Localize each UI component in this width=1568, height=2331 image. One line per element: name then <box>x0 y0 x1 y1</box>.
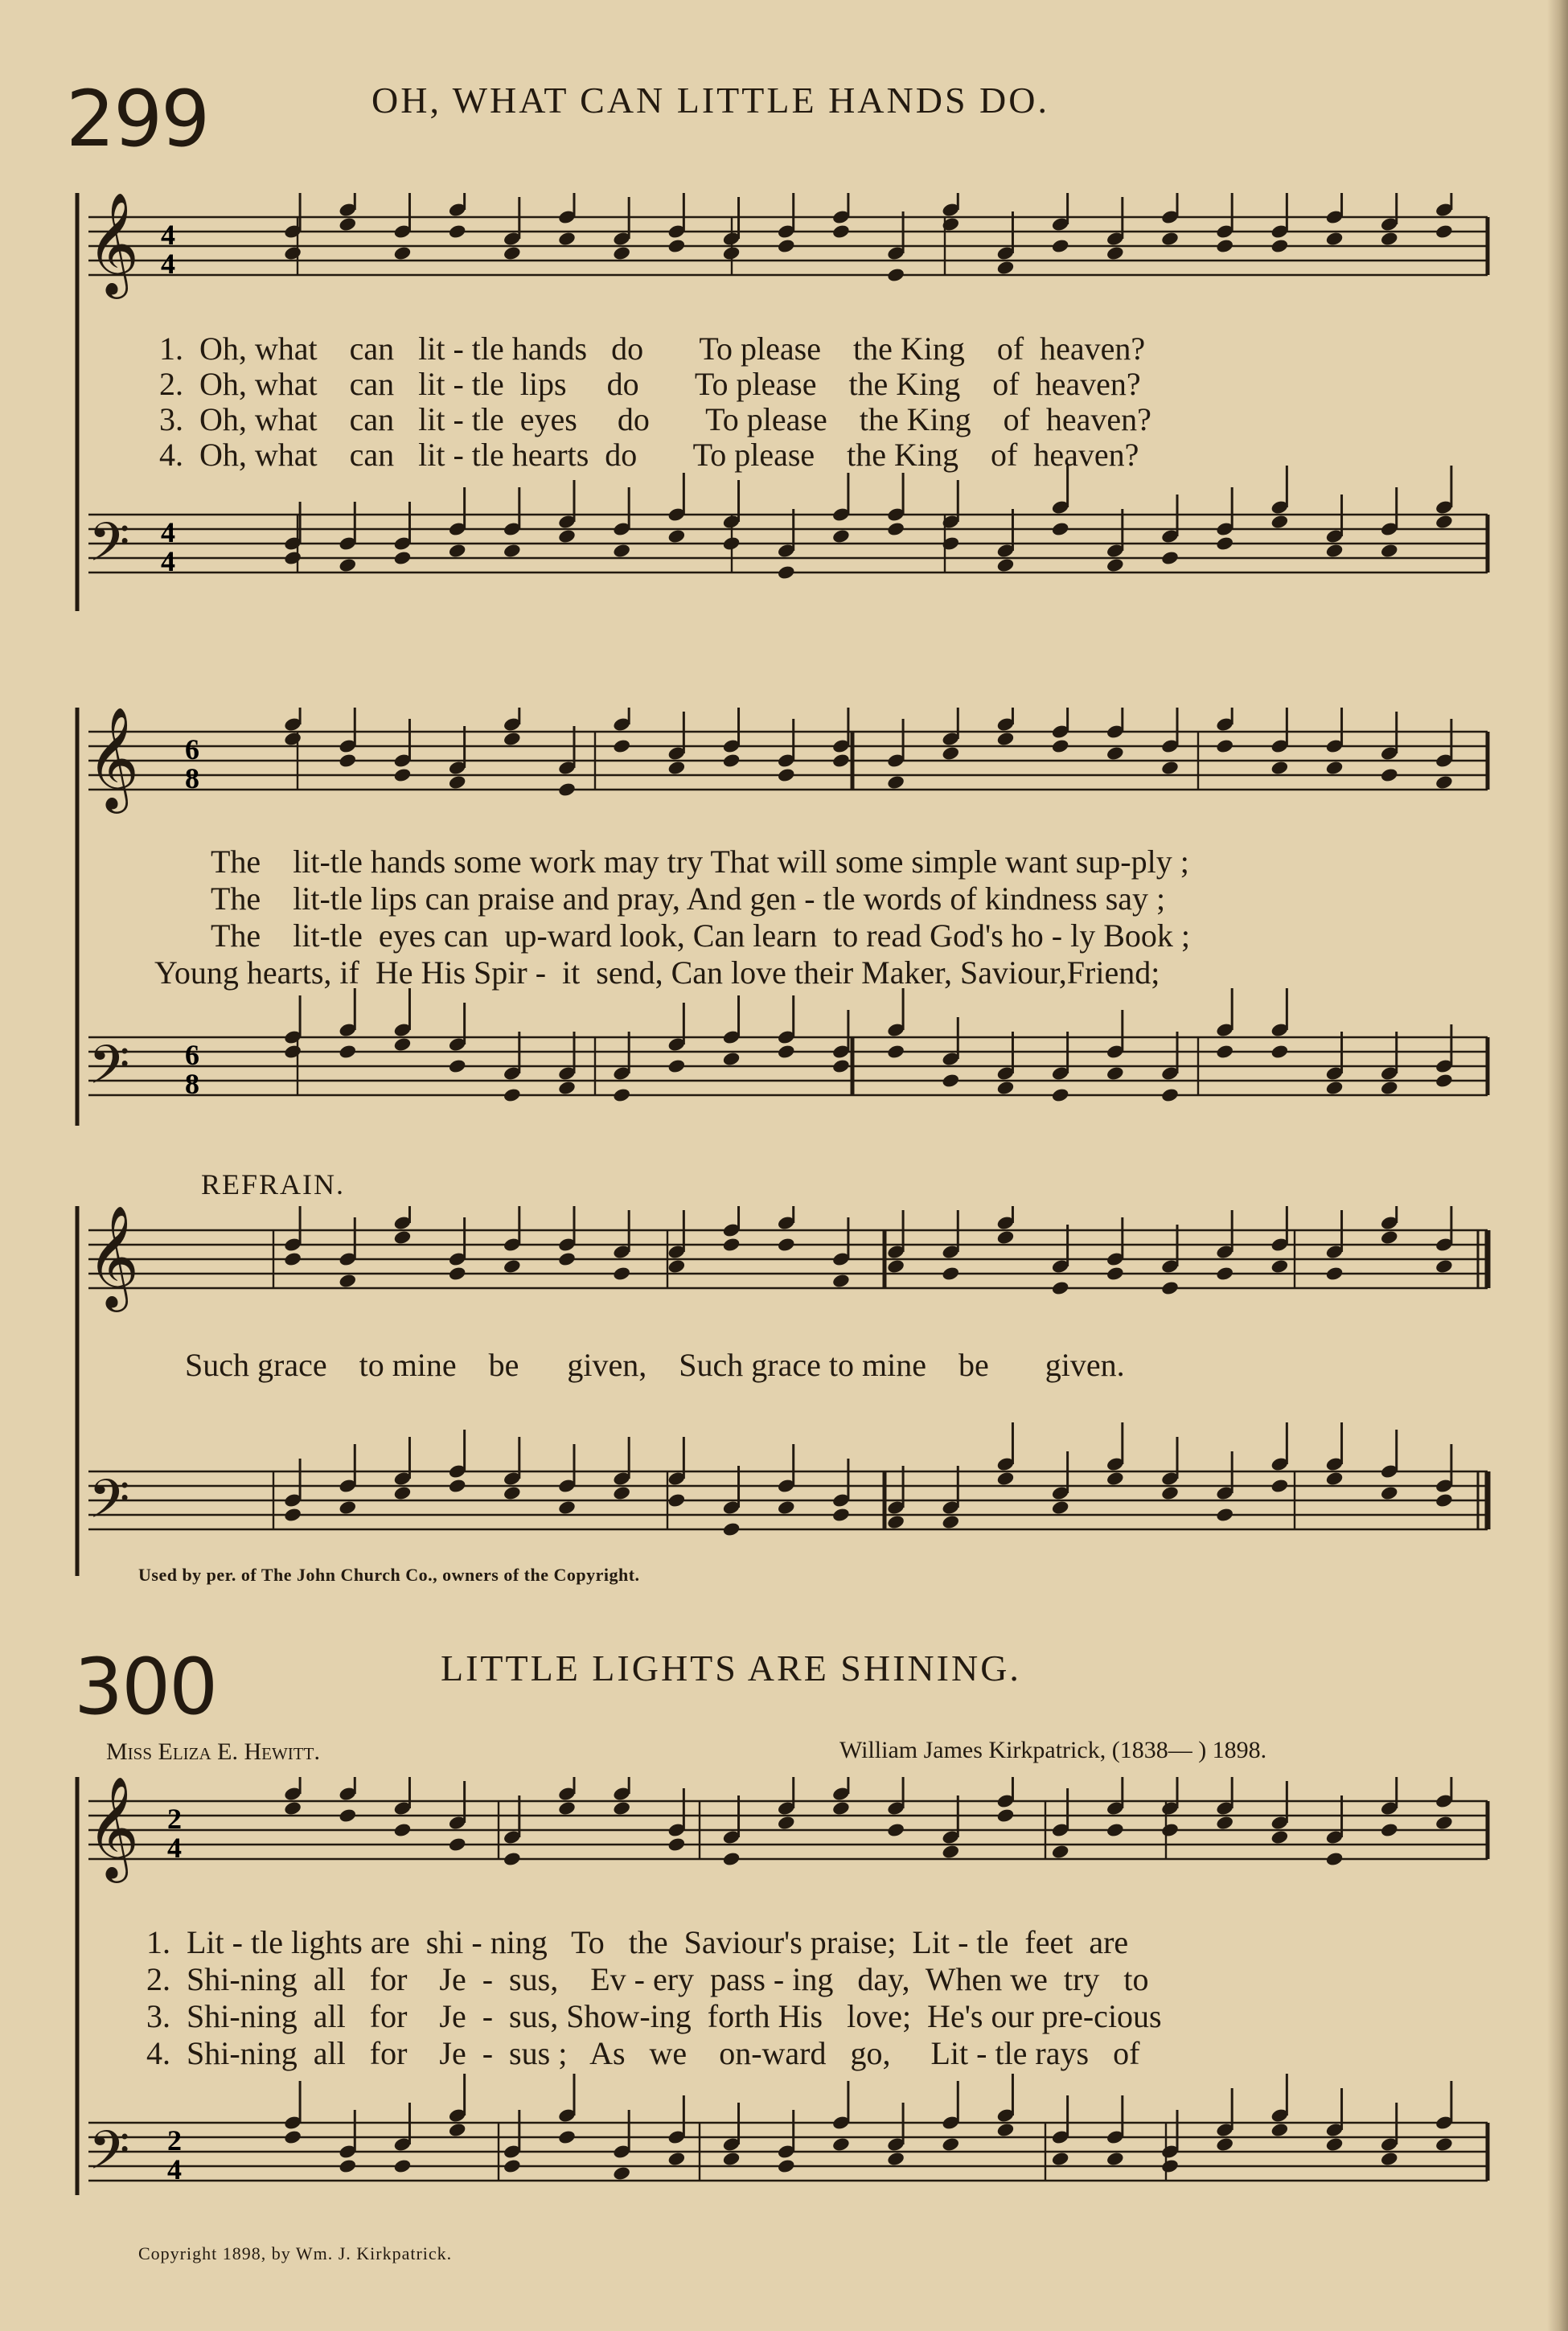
note-head <box>612 738 631 754</box>
bass-notes <box>283 466 1453 581</box>
note-head <box>667 1058 687 1074</box>
verse2-line-2: The lit-tle lips can praise and pray, And gen - tle words of kindness say ; <box>211 880 1166 917</box>
note-head <box>941 1844 960 1860</box>
note-head <box>1380 1080 1399 1096</box>
note-head <box>1270 1478 1290 1494</box>
note-head <box>667 760 687 776</box>
hymn300-verse-3: 3. Shi-ning all for Je - sus, Show-ing forth His love; He's our pre-cious <box>146 1998 1162 2034</box>
treble-clef-icon: 𝄞 <box>87 1206 140 1307</box>
note-head <box>1215 738 1234 754</box>
page-edge-shadow <box>1547 0 1568 2331</box>
note-head <box>941 1514 960 1530</box>
note-head <box>338 216 357 232</box>
note-head <box>1270 760 1290 776</box>
note-head <box>1051 521 1070 537</box>
note-head <box>1435 1258 1454 1274</box>
note-head <box>503 1485 522 1501</box>
note-head <box>1380 1229 1399 1246</box>
note-head <box>996 260 1016 276</box>
note-head <box>1160 2158 1180 2174</box>
note-head <box>338 1808 357 1824</box>
note-head <box>393 1822 413 1838</box>
note-head <box>777 767 796 783</box>
note-head <box>831 224 851 240</box>
note-head <box>503 2158 522 2174</box>
note-head <box>1325 1266 1344 1282</box>
note-head <box>886 1822 905 1838</box>
note-head <box>831 1273 851 1289</box>
note-head <box>1215 1044 1234 1060</box>
note-head <box>612 1087 631 1103</box>
note-head <box>1160 760 1180 776</box>
note-head <box>1435 1492 1454 1508</box>
note-head <box>557 1500 577 1516</box>
time-signature-bass-top: 4 <box>161 516 175 548</box>
note-head <box>941 1266 960 1282</box>
note-head <box>722 536 741 552</box>
note-head <box>1435 2136 1454 2152</box>
note-head <box>1160 1822 1180 1838</box>
author-credit: Miss Eliza E. Hewitt. <box>106 1738 320 1765</box>
verse-line-4: 4. Oh, what can lit - tle hearts do To please the King of heaven? <box>159 437 1139 473</box>
bass-clef-icon: 𝄢 <box>88 1468 130 1543</box>
note-head <box>996 2122 1016 2138</box>
time-signature-bass-bottom: 8 <box>185 1068 199 1100</box>
note-head <box>283 1507 302 1523</box>
note-head <box>886 774 905 790</box>
note-head <box>722 2151 741 2167</box>
time-signature-bottom: 4 <box>161 248 175 280</box>
note-head <box>667 2151 687 2167</box>
note-head <box>1380 2151 1399 2167</box>
note-head <box>996 557 1016 573</box>
note-head <box>722 1051 741 1067</box>
bass-clef-icon: 𝄢 <box>88 1034 130 1109</box>
note-head <box>1215 1266 1234 1282</box>
note-head <box>557 2129 577 2145</box>
hymn300-verse-4: 4. Shi-ning all for Je - sus ; As we on-ward go, Lit - tle rays of <box>146 2035 1140 2071</box>
verse-line-3: 3. Oh, what can lit - tle eyes do To please the King of heaven? <box>159 401 1151 437</box>
note-head <box>503 1851 522 1867</box>
note-head <box>1325 1471 1344 1487</box>
note-head <box>448 1058 467 1074</box>
note-head <box>1106 1065 1125 1081</box>
note-head <box>1051 2151 1070 2167</box>
note-head <box>777 1815 796 1831</box>
note-head <box>283 1251 302 1267</box>
note-head <box>1215 2136 1234 2152</box>
note-head <box>283 245 302 261</box>
note-head <box>1270 1829 1290 1845</box>
treble-clef-icon: 𝄞 <box>87 708 140 809</box>
note-head <box>448 543 467 559</box>
time-signature-top: 2 <box>167 1803 182 1835</box>
note-head <box>1051 738 1070 754</box>
note-head <box>1270 238 1290 254</box>
note-head <box>448 1836 467 1853</box>
note-head <box>448 1478 467 1494</box>
note-head <box>612 245 631 261</box>
verse2-line-1: The lit-tle hands some work may try That will some simple want sup-ply ; <box>211 843 1189 880</box>
note-head <box>1325 1080 1344 1096</box>
note-head <box>777 1237 796 1253</box>
hymn300-verse-2: 2. Shi-ning all for Je - sus, Ev - ery pass - ing day, When we try to <box>146 1961 1149 1997</box>
note-head <box>1215 536 1234 552</box>
note-head <box>1051 1844 1070 1860</box>
note-head <box>831 753 851 769</box>
note-head <box>393 767 413 783</box>
note-head <box>667 1492 687 1508</box>
note-head <box>1325 2136 1344 2152</box>
composer-credit: William James Kirkpatrick, (1838— ) 1898. <box>839 1737 1267 1763</box>
note-head <box>393 1036 413 1053</box>
hymn-title-299: OH, WHAT CAN LITTLE HANDS DO. <box>371 80 1049 121</box>
note-head <box>283 731 302 747</box>
note-head <box>777 2158 796 2174</box>
note-head <box>777 238 796 254</box>
note-head <box>831 1058 851 1074</box>
note-head <box>722 1851 741 1867</box>
note-head <box>338 557 357 573</box>
note-head <box>996 1808 1016 1824</box>
note-head <box>831 1800 851 1816</box>
note-head <box>722 753 741 769</box>
verse2-line-3: The lit-tle eyes can up-ward look, Can learn to read God's ho - ly Book ; <box>211 917 1191 954</box>
hymn-title-300: LITTLE LIGHTS ARE SHINING. <box>441 1648 1021 1689</box>
note-head <box>1435 1073 1454 1089</box>
note-head <box>503 731 522 747</box>
note-head <box>393 1485 413 1501</box>
time-signature-top: 6 <box>185 733 199 765</box>
refrain-lyric: Such grace to mine be given, Such grace to mine be given. <box>185 1347 1125 1383</box>
note-head <box>1051 1087 1070 1103</box>
note-head <box>667 1258 687 1274</box>
note-head <box>1325 543 1344 559</box>
note-head <box>1380 1485 1399 1501</box>
verse2-line-4: Young hearts, if He His Spir - it send, Can love their Maker, Saviour,Friend; <box>154 954 1160 991</box>
treble-notes <box>283 193 1453 283</box>
treble-clef-icon: 𝄞 <box>87 193 140 294</box>
time-signature-bass-bottom: 4 <box>167 2153 182 2185</box>
note-head <box>996 1471 1016 1487</box>
note-head <box>393 2158 413 2174</box>
note-head <box>996 731 1016 747</box>
note-head <box>1051 238 1070 254</box>
hymn-number-299: 299 <box>66 74 209 164</box>
note-head <box>338 1273 357 1289</box>
hymn-number-300: 300 <box>74 1642 217 1732</box>
note-head <box>886 267 905 283</box>
time-signature-bottom: 4 <box>167 1832 182 1864</box>
note-head <box>612 1485 631 1501</box>
note-head <box>1325 231 1344 247</box>
note-head <box>1106 1266 1125 1282</box>
note-head <box>1325 1851 1344 1867</box>
note-head <box>722 1237 741 1253</box>
time-signature-bottom: 8 <box>185 762 199 794</box>
note-head <box>1106 1471 1125 1487</box>
note-head <box>1106 1822 1125 1838</box>
note-head <box>448 2122 467 2138</box>
note-head <box>557 1800 577 1816</box>
time-signature-top: 4 <box>161 219 175 251</box>
note-head <box>996 1229 1016 1246</box>
note-head <box>886 2151 905 2167</box>
note-head <box>393 245 413 261</box>
bass-clef-icon: 𝄢 <box>88 2120 130 2194</box>
note-head <box>1106 245 1125 261</box>
note-head <box>1160 231 1180 247</box>
bass-clef-icon: 𝄢 <box>88 511 130 586</box>
note-head <box>667 238 687 254</box>
note-head <box>283 550 302 566</box>
note-head <box>557 1080 577 1096</box>
note-head <box>1051 1500 1070 1516</box>
verse-line-2: 2. Oh, what can lit - tle lips do To please the King of heaven? <box>159 366 1141 402</box>
note-head <box>1215 1507 1234 1523</box>
note-head <box>448 1266 467 1282</box>
note-head <box>886 1258 905 1274</box>
note-head <box>886 1044 905 1060</box>
note-head <box>1160 1280 1180 1296</box>
note-head <box>1215 1815 1234 1831</box>
note-head <box>1380 231 1399 247</box>
note-head <box>612 543 631 559</box>
hymn300-verse-1: 1. Lit - tle lights are shi - ning To the Saviour's praise; Lit - tle feet are <box>146 1924 1129 1960</box>
note-head <box>503 543 522 559</box>
note-head <box>557 1251 577 1267</box>
note-head <box>777 1500 796 1516</box>
note-head <box>831 1507 851 1523</box>
note-head <box>1380 767 1399 783</box>
note-head <box>1270 1258 1290 1274</box>
note-head <box>503 245 522 261</box>
note-head <box>1106 557 1125 573</box>
note-head <box>1435 224 1454 240</box>
time-signature-bass-top: 2 <box>167 2124 182 2157</box>
note-head <box>722 245 741 261</box>
note-head <box>338 753 357 769</box>
note-head <box>557 782 577 798</box>
note-head <box>503 1258 522 1274</box>
note-head <box>1270 2122 1290 2138</box>
note-head <box>1160 550 1180 566</box>
note-head <box>393 1229 413 1246</box>
note-head <box>1435 1815 1454 1831</box>
note-head <box>777 564 796 581</box>
note-head <box>338 1044 357 1060</box>
note-head <box>667 528 687 544</box>
note-head <box>338 2158 357 2174</box>
time-signature-bass-top: 6 <box>185 1039 199 1071</box>
music-staff-system-3 <box>72 1206 1504 1576</box>
refrain-label: REFRAIN. <box>201 1168 346 1200</box>
note-head <box>1270 1044 1290 1060</box>
time-signature-bass-bottom: 4 <box>161 545 175 577</box>
note-head <box>1106 2151 1125 2167</box>
note-head <box>941 1073 960 1089</box>
note-head <box>831 528 851 544</box>
note-head <box>722 1521 741 1537</box>
copyright-299: Used by per. of The John Church Co., owners of the Copyright. <box>138 1565 640 1585</box>
note-head <box>996 1080 1016 1096</box>
note-head <box>1380 1822 1399 1838</box>
copyright-300: Copyright 1898, by Wm. J. Kirkpatrick. <box>138 2243 453 2263</box>
note-head <box>612 1800 631 1816</box>
note-head <box>1435 774 1454 790</box>
note-head <box>612 1266 631 1282</box>
note-head <box>283 2129 302 2145</box>
note-head <box>1325 760 1344 776</box>
note-head <box>283 1044 302 1060</box>
note-head <box>886 1514 905 1530</box>
note-head <box>667 1836 687 1853</box>
note-head <box>612 2165 631 2181</box>
note-head <box>283 1800 302 1816</box>
note-head <box>1270 514 1290 530</box>
note-head <box>1160 1485 1180 1501</box>
note-head <box>1160 1087 1180 1103</box>
note-head <box>557 231 577 247</box>
note-head <box>1215 238 1234 254</box>
note-head <box>448 224 467 240</box>
note-head <box>941 2136 960 2152</box>
note-head <box>557 528 577 544</box>
note-head <box>831 2136 851 2152</box>
verse-line-1: 1. Oh, what can lit - tle hands do To please the King of heaven? <box>159 330 1146 367</box>
note-head <box>941 745 960 761</box>
note-head <box>448 774 467 790</box>
note-head <box>1380 543 1399 559</box>
note-head <box>393 550 413 566</box>
note-head <box>338 1500 357 1516</box>
note-head <box>503 1087 522 1103</box>
note-head <box>886 521 905 537</box>
note-head <box>777 1044 796 1060</box>
note-head <box>1106 745 1125 761</box>
note-head <box>1051 1280 1070 1296</box>
note-head <box>1435 514 1454 530</box>
treble-clef-icon: 𝄞 <box>87 1777 140 1878</box>
